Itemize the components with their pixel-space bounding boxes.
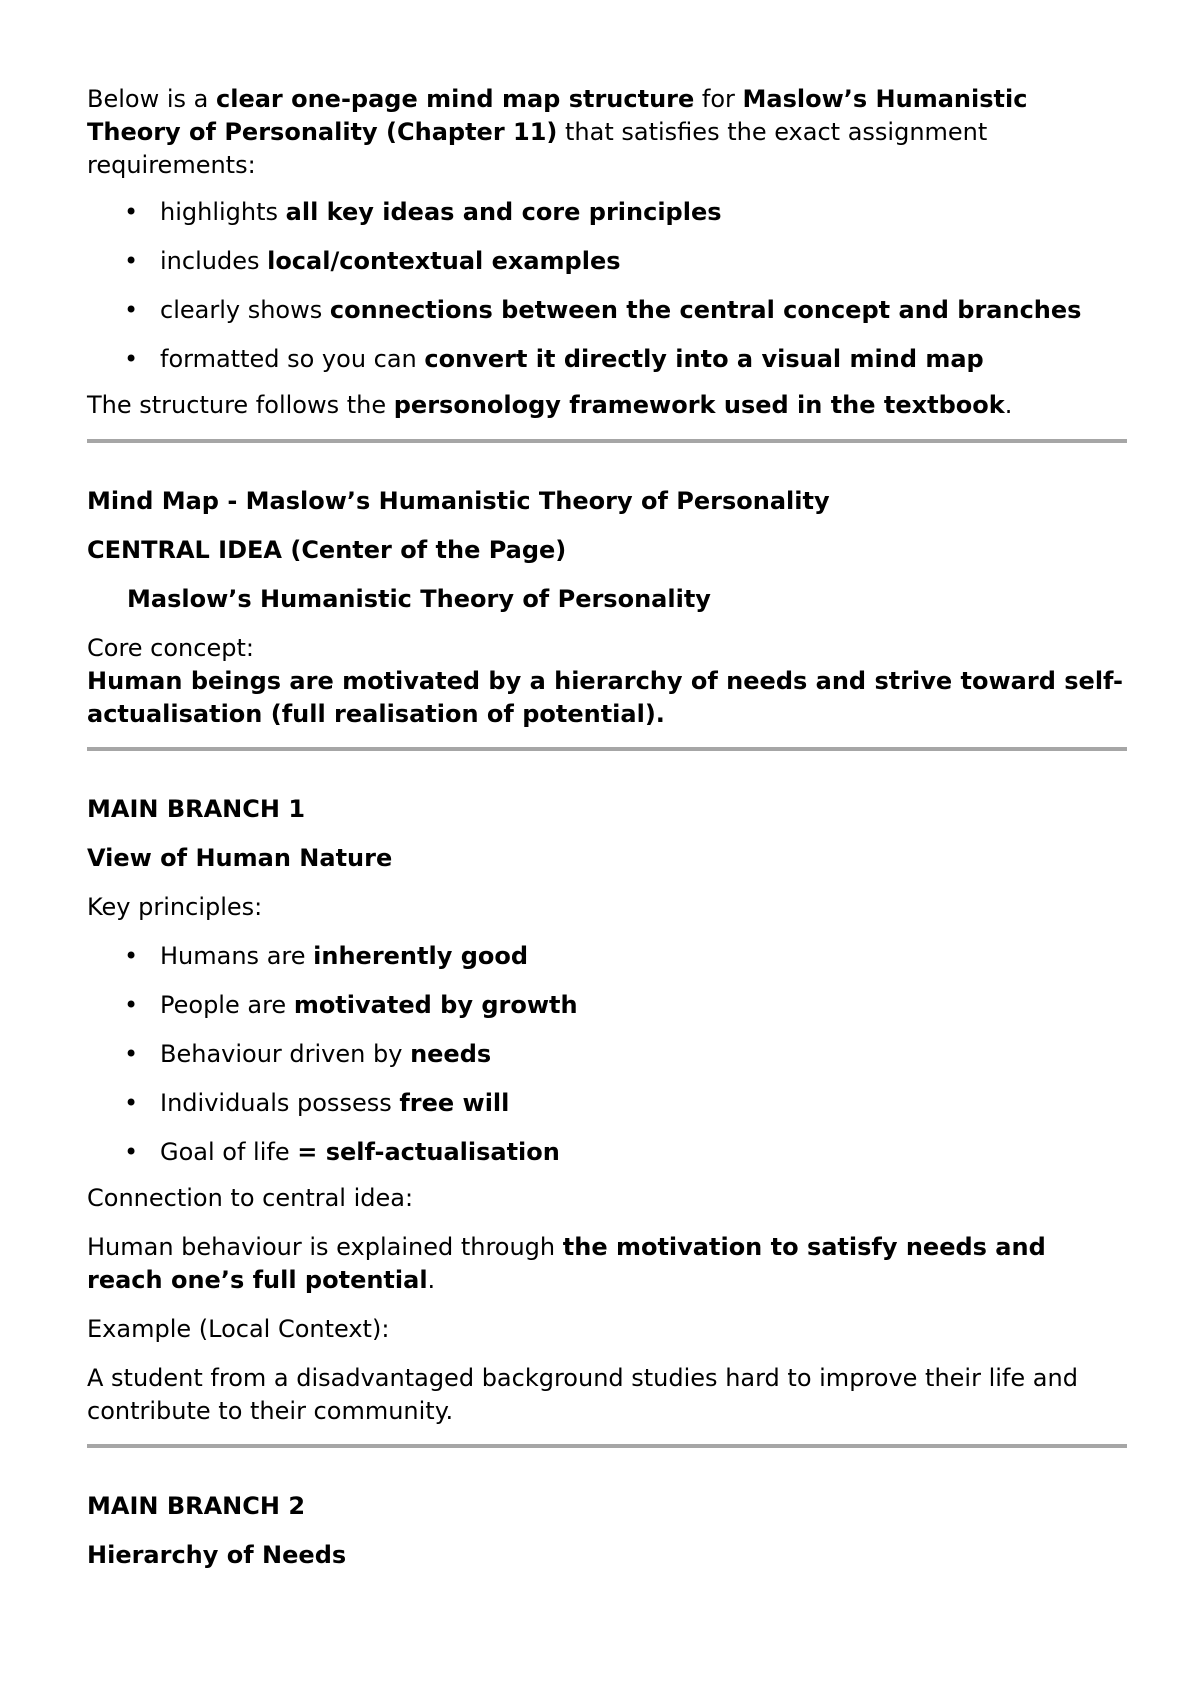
- connection-plain: Human behaviour is explained through: [87, 1233, 563, 1261]
- list-item-text: Behaviour driven by: [160, 1040, 411, 1068]
- list-item: [87, 245, 1127, 278]
- central-concept-text: Maslow’s Humanistic Theory of Personality: [127, 585, 711, 613]
- branch-1-label-text: MAIN BRANCH 1: [87, 795, 306, 823]
- list-item-text: Humans are: [160, 942, 314, 970]
- key-principles-list: [87, 940, 1127, 1169]
- map-title: [87, 485, 1127, 518]
- intro-emphasis: clear one-page mind map structure: [215, 85, 695, 113]
- list-item-emphasis: needs: [410, 1040, 492, 1068]
- intro-text: Below is a: [87, 85, 216, 113]
- bullet-icon: •: [124, 1089, 139, 1117]
- list-item-text: includes: [160, 247, 268, 275]
- connection-label: Connection to central idea:: [87, 1184, 414, 1212]
- list-item: [87, 1087, 1127, 1120]
- core-concept-label: Core concept:: [87, 634, 254, 662]
- intro-text: that satisfies the exact assignment requirements:: [87, 118, 988, 179]
- list-item-emphasis: free will: [399, 1089, 510, 1117]
- key-principles-label: Key principles:: [87, 893, 263, 921]
- central-idea-heading-text: CENTRAL IDEA (Center of the Page): [87, 536, 567, 564]
- framework-text: The structure follows the: [87, 391, 394, 419]
- bullet-icon: •: [124, 1040, 139, 1068]
- example-text: A student from a disadvantaged background studies hard to improve their life and contribute to their community.: [87, 1364, 1078, 1425]
- branch-2-label: [87, 1490, 1127, 1523]
- list-item-emphasis: convert it directly into a visual mind map: [424, 345, 984, 373]
- list-item: [87, 989, 1127, 1022]
- list-item-text: Individuals possess: [160, 1089, 400, 1117]
- section-divider: [87, 1444, 1127, 1448]
- branch-1-title: [87, 842, 1127, 875]
- bullet-icon: •: [124, 198, 139, 226]
- branch-1-label: [87, 793, 1127, 826]
- central-concept-label: [87, 583, 1127, 616]
- connection-plain: .: [427, 1266, 436, 1294]
- connection-text: [87, 1231, 1127, 1297]
- bullet-icon: •: [124, 247, 139, 275]
- list-item-text: People are: [160, 991, 294, 1019]
- intro-text: for: [694, 85, 743, 113]
- branch-2-title-text: Hierarchy of Needs: [87, 1541, 347, 1569]
- list-item-text: clearly shows: [160, 296, 330, 324]
- list-item: [87, 343, 1127, 376]
- requirements-list: [87, 196, 1127, 376]
- framework-text: .: [1004, 391, 1013, 419]
- section-divider: [87, 439, 1127, 443]
- list-item: [87, 1038, 1127, 1071]
- bullet-icon: •: [124, 942, 139, 970]
- bullet-icon: •: [124, 1138, 139, 1166]
- core-concept-emphasis: Human beings are motivated by a hierarchy of needs and strive toward self-actualisation (full realisation of potential).: [87, 667, 1124, 728]
- list-item: [87, 940, 1127, 973]
- list-item-emphasis: = self-actualisation: [297, 1138, 560, 1166]
- list-item-emphasis: connections between the central concept and branches: [329, 296, 1082, 324]
- intro-paragraph: [87, 83, 1127, 182]
- document-page: [87, 83, 1127, 1588]
- bullet-icon: •: [124, 345, 139, 373]
- central-idea-heading: [87, 534, 1127, 567]
- list-item-text: Goal of life: [160, 1138, 298, 1166]
- example-label: Example (Local Context):: [87, 1315, 390, 1343]
- intro-emphasis: Maslow’s Humanistic Theory of Personality (Chapter 11): [87, 85, 1028, 146]
- branch-1-title-text: View of Human Nature: [87, 844, 393, 872]
- bullet-icon: •: [124, 296, 139, 324]
- list-item-text: formatted so you can: [160, 345, 425, 373]
- map-title-text: Mind Map - Maslow’s Humanistic Theory of Personality: [87, 487, 830, 515]
- bullet-icon: •: [124, 991, 139, 1019]
- framework-paragraph: [87, 389, 1127, 422]
- framework-emphasis: personology framework used in the textbook: [393, 391, 1005, 419]
- section-divider: [87, 747, 1127, 751]
- list-item-emphasis: local/contextual examples: [267, 247, 621, 275]
- list-item-emphasis: all key ideas and core principles: [285, 198, 722, 226]
- list-item: [87, 196, 1127, 229]
- branch-2-title: [87, 1539, 1127, 1572]
- list-item: [87, 294, 1127, 327]
- branch-2-label-text: MAIN BRANCH 2: [87, 1492, 306, 1520]
- core-concept-text: [87, 665, 1127, 731]
- connection-emphasis: the motivation to satisfy needs and reach one’s full potential: [87, 1233, 1046, 1294]
- list-item: [87, 1136, 1127, 1169]
- list-item-text: highlights: [160, 198, 286, 226]
- list-item-emphasis: inherently good: [313, 942, 529, 970]
- list-item-emphasis: motivated by growth: [293, 991, 578, 1019]
